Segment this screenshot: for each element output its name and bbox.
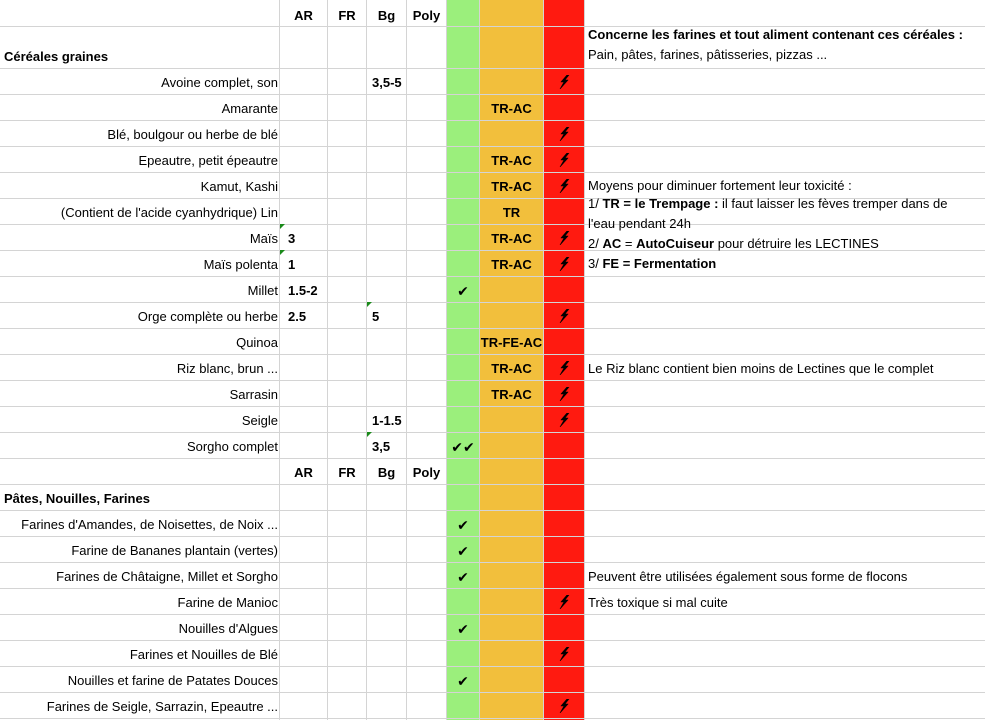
note-tr-prefix: 1/ <box>588 196 603 211</box>
lightning-icon <box>544 127 584 145</box>
row-label: Epeautre, petit épeautre <box>138 153 278 168</box>
ar-value: 3 <box>288 231 296 246</box>
note-tr-key: TR = le Trempage : <box>602 196 719 211</box>
header-poly: Poly <box>412 8 441 23</box>
grid-line <box>0 666 985 667</box>
ar-value: 2.5 <box>288 309 307 324</box>
comment-marker <box>280 250 285 255</box>
note-tr-text: il faut laisser les fèves tremper dans de <box>718 196 948 211</box>
row-label: Farine de Manioc <box>177 595 278 610</box>
grid-line <box>0 588 985 589</box>
lightning-icon <box>544 179 584 197</box>
grid-line <box>279 0 280 720</box>
grid-line <box>0 302 985 303</box>
note-flocons: Peuvent être utilisées également sous forme de flocons <box>588 569 908 584</box>
lightning-icon <box>544 231 584 249</box>
bg-value: 5 <box>372 309 380 324</box>
grid-line <box>366 0 367 720</box>
row-label: Farine de Bananes plantain (vertes) <box>71 543 278 558</box>
note-ac-prefix: 2/ <box>588 236 603 251</box>
grid-line <box>0 640 985 641</box>
treatment-value: TR-AC <box>491 361 532 376</box>
note-toxicity-title: Moyens pour diminuer fortement leur toxicité : <box>588 178 852 193</box>
header-ar: AR <box>294 8 313 23</box>
grid-line <box>0 510 985 511</box>
treatment-value: TR <box>502 205 521 220</box>
row-label: (Contient de l'acide cyanhydrique) Lin <box>60 205 278 220</box>
ar-value: 1 <box>288 257 296 272</box>
note-ac-text: pour détruire les LECTINES <box>714 236 879 251</box>
note-tr <box>588 196 947 212</box>
check-icon: ✔ <box>457 517 469 533</box>
grid-line <box>0 458 985 459</box>
note-ac-key1: AC <box>602 236 622 251</box>
check-icon: ✔ <box>457 283 469 299</box>
header-ar-2: AR <box>294 465 313 480</box>
row-label: Farines et Nouilles de Blé <box>129 647 278 662</box>
bg-value: 1-1.5 <box>372 413 402 428</box>
grid-line <box>0 68 985 69</box>
comment-marker <box>367 432 372 437</box>
grid-line <box>0 120 985 121</box>
grid-line <box>0 328 985 329</box>
header-bg-2: Bg <box>377 465 396 480</box>
row-label: Nouilles et farine de Patates Douces <box>67 673 278 688</box>
grid-line <box>0 224 985 225</box>
grid-line <box>446 0 447 720</box>
ar-value: 1.5-2 <box>288 283 318 298</box>
grid-line <box>0 354 985 355</box>
row-label: Seigle <box>241 413 278 428</box>
lightning-icon <box>544 699 584 717</box>
treatment-value: TR-AC <box>491 179 532 194</box>
note-fe-key: FE = Fermentation <box>602 256 717 271</box>
grid-line <box>0 614 985 615</box>
row-label: Orge complète ou herbe <box>137 309 278 324</box>
lightning-icon <box>544 309 584 327</box>
row-label: Riz blanc, brun ... <box>176 361 278 376</box>
note-ac <box>588 236 879 252</box>
header-poly-2: Poly <box>412 465 441 480</box>
row-label: Blé, boulgour ou herbe de blé <box>107 127 278 142</box>
treatment-value: TR-AC <box>491 257 532 272</box>
row-label: Millet <box>247 283 278 298</box>
row-label: Sorgho complet <box>186 439 278 454</box>
row-label: Nouilles d'Algues <box>178 621 278 636</box>
lightning-icon <box>544 361 584 379</box>
lightning-icon <box>544 595 584 613</box>
bg-value: 3,5-5 <box>372 75 402 90</box>
grid-line <box>0 380 985 381</box>
lightning-icon <box>544 647 584 665</box>
treatment-value: TR-AC <box>491 231 532 246</box>
row-label: Amarante <box>221 101 278 116</box>
grid-line <box>0 406 985 407</box>
section-title-cereales: Céréales graines <box>4 49 109 64</box>
note-fe-prefix: 3/ <box>588 256 603 271</box>
grid-line <box>0 432 985 433</box>
check-icon: ✔ <box>457 569 469 585</box>
check-icon: ✔ <box>457 543 469 559</box>
note-fe <box>588 256 716 272</box>
grid-line <box>0 146 985 147</box>
lightning-icon <box>544 153 584 171</box>
grid-line <box>0 692 985 693</box>
row-label: Avoine complet, son <box>161 75 278 90</box>
row-label: Sarrasin <box>229 387 278 402</box>
header-fr: FR <box>338 8 356 23</box>
bg-value: 3,5 <box>372 439 391 454</box>
comment-marker <box>367 302 372 307</box>
check-icon: ✔✔ <box>451 439 475 455</box>
note-pain: Pain, pâtes, farines, pâtisseries, pizzas ... <box>588 47 828 62</box>
grid-line <box>406 0 407 720</box>
grid-line <box>327 0 328 720</box>
header-bg: Bg <box>377 8 396 23</box>
grid-line <box>0 484 985 485</box>
lightning-icon <box>544 413 584 431</box>
treatment-value: TR-AC <box>491 153 532 168</box>
grid-line <box>0 562 985 563</box>
row-label: Maïs polenta <box>203 257 278 272</box>
lightning-icon <box>544 75 584 93</box>
lightning-icon <box>544 387 584 405</box>
note-riz: Le Riz blanc contient bien moins de Lectines que le complet <box>588 361 934 376</box>
note-tr-text2: l'eau pendant 24h <box>588 216 691 231</box>
note-ac-key2: AutoCuiseur <box>636 236 715 251</box>
grid-line <box>0 536 985 537</box>
row-label: Quinoa <box>236 335 278 350</box>
grid-line <box>584 0 585 720</box>
check-icon: ✔ <box>457 621 469 637</box>
grid-line <box>0 172 985 173</box>
row-label: Farines de Seigle, Sarrazin, Epeautre ... <box>46 699 278 714</box>
comment-marker <box>280 224 285 229</box>
note-ac-eq: = <box>621 236 637 251</box>
check-icon: ✔ <box>457 673 469 689</box>
row-label: Kamut, Kashi <box>200 179 278 194</box>
treatment-value: TR-AC <box>491 387 532 402</box>
row-label: Farines d'Amandes, de Noisettes, de Noix ... <box>21 517 278 532</box>
note-manioc: Très toxique si mal cuite <box>588 595 728 610</box>
note-concerne: Concerne les farines et tout aliment contenant ces céréales : <box>588 27 963 42</box>
grid-line <box>0 276 985 277</box>
lightning-icon <box>544 257 584 275</box>
row-label: Maïs <box>249 231 278 246</box>
grid-line <box>0 94 985 95</box>
row-label: Farines de Châtaigne, Millet et Sorgho <box>56 569 278 584</box>
treatment-value: TR-AC <box>491 101 532 116</box>
header-fr-2: FR <box>338 465 356 480</box>
treatment-value: TR-FE-AC <box>480 335 543 350</box>
grid-line <box>0 718 985 719</box>
section-title-pates: Pâtes, Nouilles, Farines <box>4 491 150 506</box>
green-column <box>447 0 479 720</box>
